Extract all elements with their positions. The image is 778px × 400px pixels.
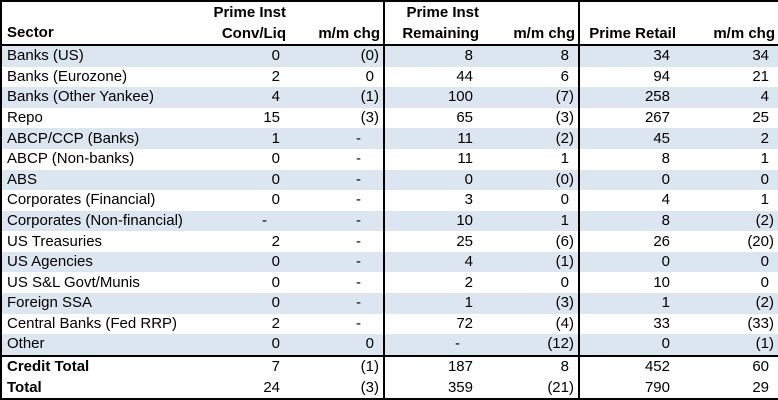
- header-line-1: [580, 2, 679, 23]
- table-cell: -: [384, 334, 482, 356]
- header-line-2: m/m chg: [318, 25, 380, 42]
- table-cell: 0: [579, 252, 679, 273]
- row-label: ABS: [1, 170, 201, 191]
- table-cell: 6: [482, 67, 579, 88]
- table-cell: 0: [482, 190, 579, 211]
- col-header-mm-chg-1: [289, 1, 384, 45]
- col-header-mm-chg-3: [679, 1, 778, 45]
- header-line-1: [679, 2, 778, 23]
- table-cell: 4: [679, 87, 778, 108]
- table-cell: (3): [482, 108, 579, 129]
- row-label: ABCP (Non-banks): [7, 150, 135, 168]
- table-cell: 0: [201, 334, 289, 356]
- table-cell: -: [289, 252, 384, 273]
- table-cell: (2): [679, 211, 778, 232]
- table-cell: (3): [482, 293, 579, 314]
- table-cell: 4: [201, 87, 289, 108]
- row-label: Repo: [7, 109, 43, 127]
- row-label: US Agencies: [1, 252, 201, 273]
- table-cell: 4: [384, 252, 482, 273]
- table-cell: 267: [644, 109, 670, 127]
- header-line-2: Remaining: [402, 25, 479, 42]
- table-cell: -: [289, 128, 384, 149]
- row-label: Central Banks (Fed RRP): [7, 314, 178, 332]
- table-cell: (20): [747, 232, 774, 250]
- table-cell: 187: [384, 356, 482, 378]
- row-label: Total: [7, 378, 42, 396]
- total-row: [1, 377, 778, 399]
- table-cell: (0): [289, 45, 384, 67]
- total-row: [1, 356, 778, 378]
- table-cell: 0: [271, 273, 280, 291]
- table-cell: 258: [579, 87, 679, 108]
- header-line-2: Prime Retail: [589, 25, 676, 42]
- table-cell: (0): [482, 170, 579, 191]
- col-header-sector: Sector: [1, 1, 201, 45]
- table-row: [1, 190, 778, 211]
- table-cell: 2: [464, 273, 473, 291]
- table-cell: 25: [752, 109, 769, 127]
- table-cell: 10: [384, 211, 482, 232]
- table-cell: 0: [289, 67, 384, 88]
- table-cell: 11: [384, 128, 482, 149]
- row-label: Foreign SSA: [1, 293, 201, 314]
- table-cell: -: [289, 211, 384, 232]
- table-cell: 94: [653, 67, 670, 85]
- table-cell: 0: [201, 252, 289, 273]
- table-cell: 0: [201, 45, 289, 67]
- table-cell: 65: [456, 109, 473, 127]
- table-cell: 0: [201, 293, 289, 314]
- table-cell: (1): [289, 87, 384, 108]
- table-cell: 2: [271, 314, 280, 332]
- table-cell: 21: [752, 67, 769, 85]
- row-label: Other: [1, 334, 201, 356]
- table-cell: 2: [271, 67, 280, 85]
- header-line-2: m/m chg: [713, 25, 775, 42]
- table-cell: 0: [271, 191, 280, 209]
- header-line-1: [482, 2, 578, 23]
- table-cell: 72: [456, 314, 473, 332]
- table-cell: 790: [644, 378, 670, 396]
- table-cell: 8: [579, 211, 679, 232]
- table-cell: 4: [661, 191, 670, 209]
- table-cell: 0: [384, 170, 482, 191]
- table-cell: 0: [579, 334, 679, 356]
- table-cell: 0: [271, 150, 280, 168]
- table-cell: (6): [482, 231, 579, 252]
- table-row: [1, 170, 778, 191]
- table-cell: (4): [482, 314, 579, 335]
- table-cell: 0: [679, 252, 778, 273]
- col-header-mm-chg-2: [482, 1, 579, 45]
- table-cell: 1: [760, 150, 769, 168]
- table-cell: 0: [289, 334, 384, 356]
- table-cell: -: [289, 170, 384, 191]
- row-label: Banks (Eurozone): [7, 67, 128, 85]
- col-header-prime-retail: [579, 1, 679, 45]
- col-header-prime-inst-conv-liq: [201, 1, 289, 45]
- table-row: [1, 334, 778, 356]
- table-cell: 359: [447, 378, 473, 396]
- table-cell: 2: [679, 128, 778, 149]
- row-label: ABCP/CCP (Banks): [1, 128, 201, 149]
- table-row: [1, 128, 778, 149]
- table-cell: -: [201, 211, 289, 232]
- table-cell: 3: [464, 191, 473, 209]
- table-cell: (21): [482, 377, 579, 399]
- table-cell: 1: [760, 191, 769, 209]
- row-label: Corporates (Financial): [7, 191, 156, 209]
- table-cell: (7): [482, 87, 579, 108]
- table-cell: 0: [760, 273, 769, 291]
- table-cell: 44: [456, 67, 473, 85]
- table-cell: 8: [661, 150, 670, 168]
- table-cell: (1): [482, 252, 579, 273]
- row-label: US S&L Govt/Munis: [7, 273, 140, 291]
- table-cell: 0: [579, 170, 679, 191]
- table-cell: 34: [679, 45, 778, 67]
- table-cell: 25: [456, 232, 473, 250]
- table-cell: -: [289, 190, 384, 211]
- header-line-2: m/m chg: [513, 25, 575, 42]
- table-cell: -: [289, 293, 384, 314]
- table-cell: 15: [263, 109, 280, 127]
- header-line-1: [289, 2, 383, 23]
- table-row: [1, 211, 778, 232]
- table-cell: 8: [482, 356, 579, 378]
- table-cell: -: [289, 314, 384, 335]
- table-cell: 100: [384, 87, 482, 108]
- table-cell: (2): [482, 128, 579, 149]
- table-cell: (3): [289, 377, 384, 399]
- table-row: [1, 87, 778, 108]
- table-cell: 10: [653, 273, 670, 291]
- table-cell: 0: [482, 272, 579, 293]
- row-label: Banks (US): [1, 45, 201, 67]
- table-cell: (1): [679, 334, 778, 356]
- table-cell: 45: [579, 128, 679, 149]
- row-label: Credit Total: [1, 356, 201, 378]
- header-row: [1, 1, 778, 45]
- table-cell: 60: [679, 356, 778, 378]
- row-label: Banks (Other Yankee): [1, 87, 201, 108]
- table-cell: 1: [579, 293, 679, 314]
- table-cell: 26: [653, 232, 670, 250]
- col-header-prime-inst-remaining: [384, 1, 482, 45]
- table-cell: 29: [752, 378, 769, 396]
- table-cell: (3): [289, 108, 384, 129]
- table-cell: 24: [263, 378, 280, 396]
- table-cell: 0: [201, 170, 289, 191]
- table-row: [1, 149, 778, 170]
- header-line-2: Conv/Liq: [221, 25, 286, 42]
- table-row: [1, 272, 778, 293]
- table-cell: 0: [679, 170, 778, 191]
- table-row: [1, 67, 778, 88]
- table-cell: 1: [482, 211, 579, 232]
- table-cell: (12): [482, 334, 579, 356]
- header-line-1: Prime Inst: [406, 4, 479, 21]
- table-row: [1, 314, 778, 335]
- table-body: [1, 45, 778, 399]
- table-cell: 33: [653, 314, 670, 332]
- table-cell: 11: [457, 150, 473, 168]
- table-cell: (2): [679, 293, 778, 314]
- header-line-1: Prime Inst: [213, 4, 286, 21]
- row-label: Corporates (Non-financial): [1, 211, 201, 232]
- table-cell: 34: [579, 45, 679, 67]
- table-cell: 1: [384, 293, 482, 314]
- table-cell: 1: [201, 128, 289, 149]
- table-row: [1, 293, 778, 314]
- table-cell: 8: [482, 45, 579, 67]
- table-cell: -: [289, 272, 384, 293]
- table-row: [1, 231, 778, 252]
- table-row: [1, 252, 778, 273]
- table-cell: 452: [579, 356, 679, 378]
- table-row: [1, 45, 778, 67]
- table-cell: 2: [271, 232, 280, 250]
- table-cell: (33): [747, 314, 774, 332]
- table-cell: -: [289, 231, 384, 252]
- row-label: US Treasuries: [7, 232, 103, 250]
- table-cell: 1: [482, 149, 579, 170]
- table-cell: 8: [384, 45, 482, 67]
- table-cell: 7: [201, 356, 289, 378]
- table-row: [1, 108, 778, 129]
- table-cell: (1): [289, 356, 384, 378]
- table-cell: -: [289, 149, 384, 170]
